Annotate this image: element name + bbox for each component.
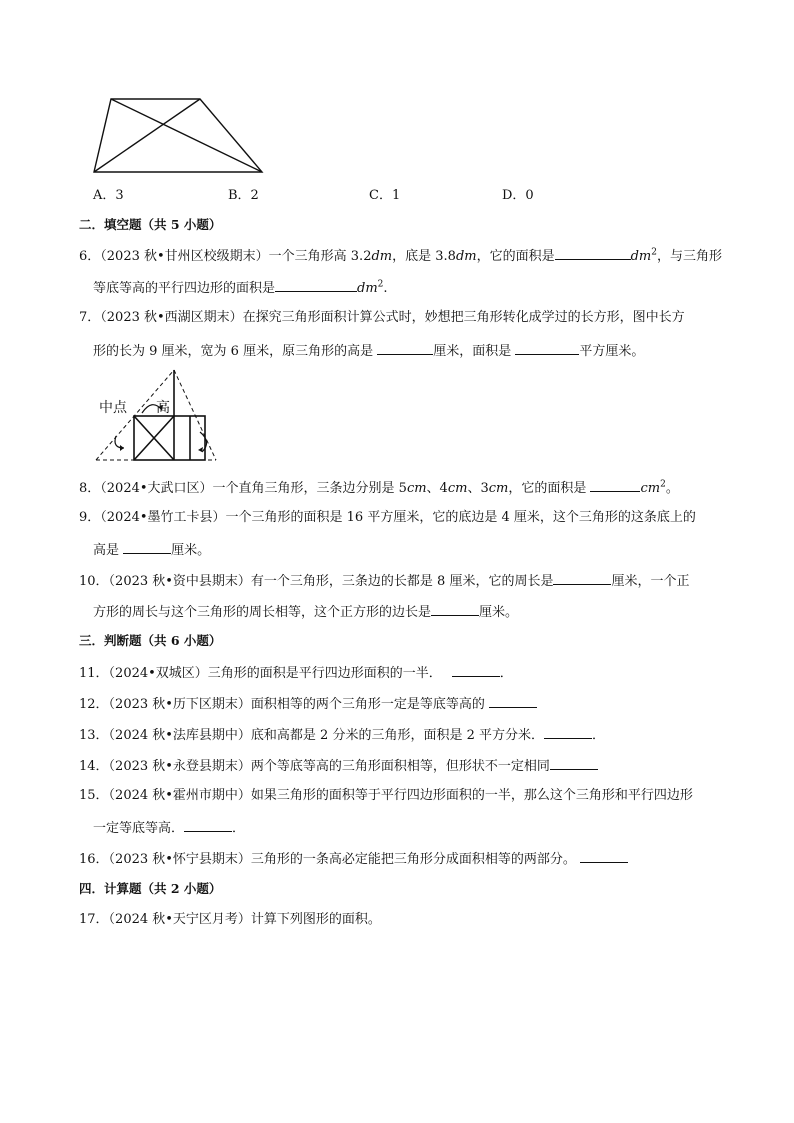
answer-blank[interactable] xyxy=(452,663,500,677)
option-d: D．0 xyxy=(502,188,534,203)
midpoint-label: 中点 xyxy=(99,400,127,416)
question-6-line-2: 等底等高的平行四边形的面积是 $dm^2$. xyxy=(93,279,388,296)
question-12: 12．（2023 秋•历下区期末）面积相等的两个三角形一定是等底等高的 xyxy=(79,694,537,714)
question-15-line-1: 15．（2024 秋•霍州市期中）如果三角形的面积等于平行四边形面积的一半，那么这个三角形和平行四边形 xyxy=(79,788,693,803)
answer-blank[interactable] xyxy=(544,725,592,739)
trapezoid-diagonal-1 xyxy=(111,99,262,172)
question-7-line-2: 形的长为 9 厘米，宽为 6 厘米，原三角形的高是 厘米，面积是 平方厘米。 xyxy=(93,341,644,361)
section-title-true-false: 三．判断题（共 6 小题） xyxy=(79,633,222,648)
trapezoid-figure xyxy=(90,95,266,175)
question-16: 16．（2023 秋•怀宁县期末）三角形的一条高必定能把三角形分成面积相等的两部分。 xyxy=(79,849,628,869)
question-17: 17．（2024 秋•天宁区月考）计算下列图形的面积。 xyxy=(79,912,381,927)
section-title-calculation: 四．计算题（共 2 小题） xyxy=(79,881,222,896)
question-6-line-1: 6．（2023 秋•甘州区校级期末）一个三角形高 3.2dm，底是 3.8dm，它的面积是 $dm^2$，与三角形 xyxy=(79,247,723,264)
answer-blank[interactable] xyxy=(275,278,357,292)
question-10-line-2: 方形的周长与这个三角形的周长相等，这个正方形的边长是 厘米。 xyxy=(93,602,518,622)
option-a: A．3 xyxy=(93,188,124,203)
question-8: 8．（2024•大武口区）一个直角三角形，三条边分别是 5cm、4cm、3cm，它的面积是 $cm^2$。 xyxy=(79,479,679,496)
answer-blank[interactable] xyxy=(550,756,598,770)
question-7-line-1: 7．（2023 秋•西湖区期末）在探究三角形面积计算公式时，妙想把三角形转化成学过的长方形，图中长方 xyxy=(79,310,685,325)
question-11: 11．（2024•双城区）三角形的面积是平行四边形面积的一半． ． xyxy=(79,663,513,683)
question-9-line-1: 9．（2024•墨竹工卡县）一个三角形的面积是 16 平方厘米，它的底边是 4 厘米，这个三角形的这条底上的 xyxy=(79,510,696,525)
option-c: C．1 xyxy=(369,188,401,203)
trapezoid-diagonal-2 xyxy=(94,99,200,172)
section-title-fill-blank: 二．填空题（共 5 小题） xyxy=(79,217,222,232)
answer-blank[interactable] xyxy=(515,341,579,355)
answer-blank[interactable] xyxy=(555,246,631,260)
trapezoid-outline xyxy=(94,99,262,172)
rectangle xyxy=(134,416,205,460)
question-13: 13．（2024 秋•法库县期中）底和高都是 2 分米的三角形，面积是 2 平方分米． ． xyxy=(79,725,605,745)
answer-blank[interactable] xyxy=(377,341,433,355)
question-10-line-1: 10．（2023 秋•资中县期末）有一个三角形，三条边的长都是 8 厘米，它的周长是 厘米，一个正 xyxy=(79,571,689,591)
question-14: 14．（2023 秋•永登县期末）两个等底等高的三角形面积相等，但形状不一定相同 xyxy=(79,756,598,776)
triangle-right-side xyxy=(174,370,216,460)
height-label: 高 xyxy=(156,400,170,416)
question-15-line-2: 一定等底等高． ． xyxy=(93,818,245,838)
answer-blank[interactable] xyxy=(489,694,537,708)
option-b: B．2 xyxy=(228,188,259,203)
answer-blank[interactable] xyxy=(580,849,628,863)
answer-blank[interactable] xyxy=(590,478,640,492)
answer-blank[interactable] xyxy=(123,540,171,554)
answer-blank[interactable] xyxy=(553,571,611,585)
answer-blank[interactable] xyxy=(184,818,232,832)
answer-blank[interactable] xyxy=(431,602,479,616)
question-9-line-2: 高是 厘米。 xyxy=(93,540,210,560)
triangle-rectangle-figure xyxy=(92,366,222,464)
rotate-arrow-left xyxy=(115,436,124,448)
